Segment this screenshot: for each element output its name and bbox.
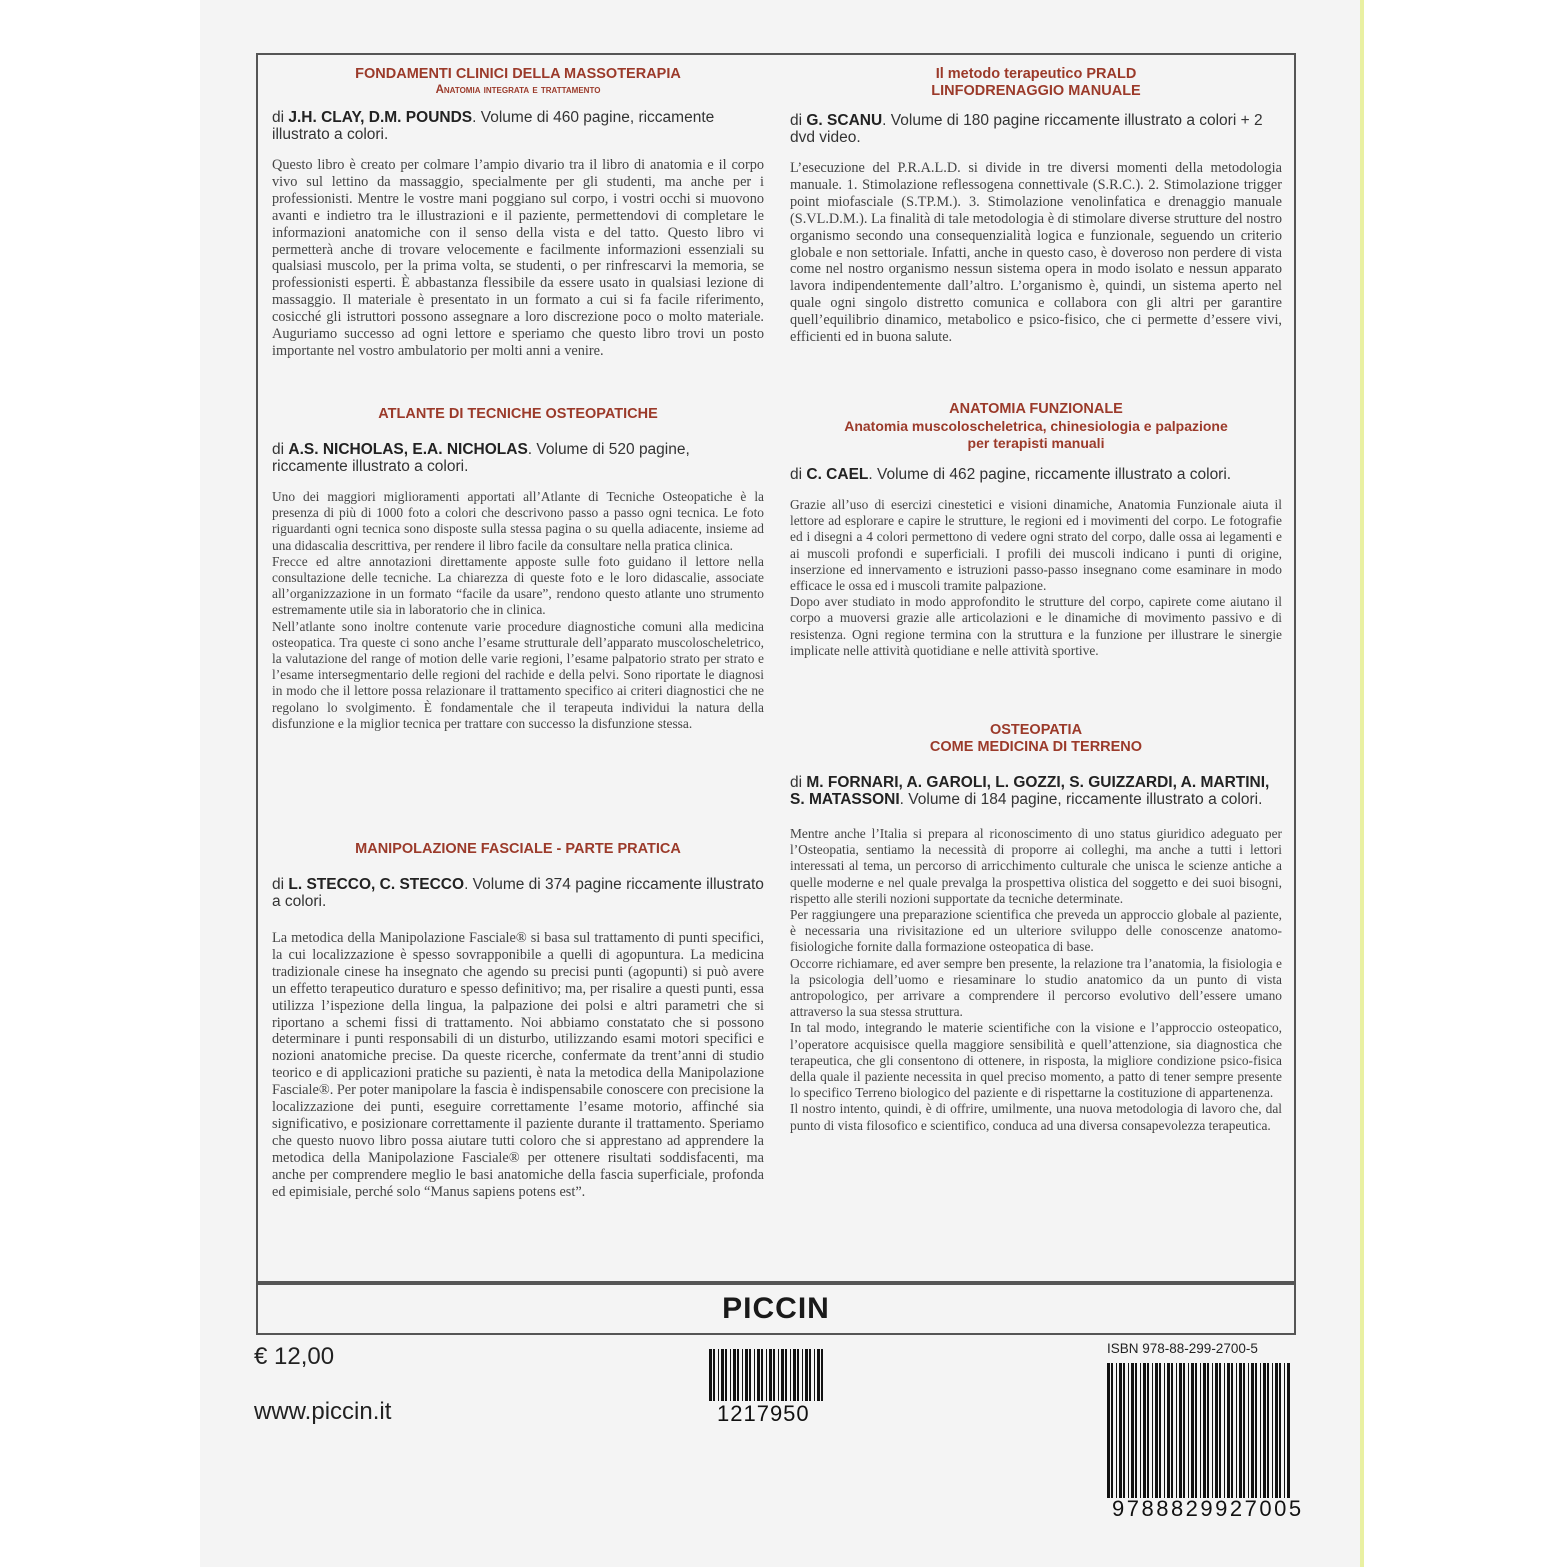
barcode-bar <box>797 1349 799 1401</box>
barcode-bar <box>1255 1363 1257 1498</box>
book-details: . Volume di 520 pagine, riccamente illustrato a colori. <box>272 441 690 475</box>
barcode-bar <box>757 1349 760 1401</box>
book-details: . Volume di 460 pagine, riccamente illustrato a colori. <box>272 109 715 143</box>
barcode-bar <box>1116 1363 1117 1498</box>
barcode-bar <box>769 1349 772 1401</box>
barcode-bar <box>754 1349 755 1401</box>
book-title: OSTEOPATIA <box>989 722 1083 738</box>
book-description: L’esecuzione del P.R.A.L.D. si divide in tre diversi momenti della metodologia manuale. 1. Stimolazione reflessogena connettivale (S.R.C.). 2. Stimolazione trigger point miofasciale (S.TP.M.). 3. Stimolazione venolinfatica e drenaggio manuale (S.VL.D.M.). La finalità di tale metodologia è di stimolare diverse strutture del nostro organismo secondo una consequenzialità logica e funzionale, seguendo un criterio globale e non settoriale. Infatti, anche in questo caso, è doveroso non perdere di vista come nel nostro organismo nessun sistema opera in modo isolato e nessun apparato lavora indipendentemente dall’altro. L’organismo è, quindi, un sistema aperto nel quale ogni singolo distretto comunica e collabora con gli altri per garantire quell’equilibrio dinamico, metabolico e psico-fisico, che ci permette d’essere vivi, efficienti ed in buona salute. <box>790 160 1282 346</box>
barcode-bar <box>745 1349 748 1401</box>
barcode-bar <box>1195 1363 1197 1498</box>
barcode-bar <box>1219 1363 1221 1498</box>
barcode-bar <box>737 1349 739 1401</box>
barcode-bar <box>814 1349 815 1401</box>
barcode-ean <box>1107 1363 1293 1498</box>
book-subtitle-line2: per terapisti manuali <box>967 435 1105 451</box>
barcode-bar <box>1279 1363 1281 1498</box>
barcode-bar <box>1231 1363 1233 1498</box>
isbn-label: ISBN 978-88-299-2700-5 <box>1107 1341 1258 1356</box>
book-entry-osteopatia <box>790 722 1282 1134</box>
barcode-bar <box>1119 1363 1122 1498</box>
book-details: . Volume di 184 pagine, riccamente illustrato a colori. <box>899 791 1263 808</box>
book-authors-line: di G. SCANU. Volume di 180 pagine riccamente illustrato a colori + 2 dvd video. <box>790 112 1263 146</box>
book-entry-manipolazione <box>272 841 764 1201</box>
barcode-bar <box>725 1349 727 1401</box>
barcode-bar <box>1155 1363 1158 1498</box>
barcode-bar <box>1272 1363 1273 1498</box>
book-title: ANATOMIA FUNZIONALE <box>949 401 1123 417</box>
barcode-bar <box>709 1349 712 1401</box>
barcode-bar <box>1203 1363 1206 1498</box>
barcode-bar <box>761 1349 763 1401</box>
barcode-bar <box>1267 1363 1269 1498</box>
book-authors: A.S. NICHOLAS, E.A. NICHOLAS <box>288 441 528 458</box>
book-entry-anatomia <box>790 401 1282 659</box>
barcode-bar <box>778 1349 779 1401</box>
book-description: Mentre anche l’Italia si prepara al riconoscimento di uno status giuridico adeguato per l’Osteopatia, sentiamo la necessità di proporre ai colleghi, ma anche a tutti i lettori interessati al tema, un percorso di arricchimento culturale che unisca le scienze antiche a quelle moderne e nel quale prevalga la prospettiva olistica del soggetto e dei suoi bisogni, rispetto alle sterili nozioni supportate da tecniche determinate. Per raggiungere una preparazione scientifica che preveda un approccio globale al paziente, è necessaria una rivisitazione ed un ulteriore sviluppo delle conoscenze anatomo-fisiologiche fornite dalla formazione osteopatica di base. Occorre richiamare, ed aver sempre ben presente, la relazione tra l’anatomia, la fisiologia e la psicologia dell’uomo e riesaminare lo studio anatomico da un punto di vista antropologico, per arrivare a comprendere il percorso evolutivo dell’essere umano attraverso la sua stessa struttura. In tal modo, integrando le materie scientifiche con la visione e l’approccio osteopatico, l’operatore acquisisce quella maggiore sensibilità e quell’attenzione, sia diagnostica che terapeutica, che gli consentono di ottenere, in risposta, la migliore condizione psico-fisica della quale il paziente necessita in quel preciso momento, a patto di tener sempre presente lo specifico Terreno biologico del paziente e di rispettarne la costituzione di appartenenza. Il nostro intento, quindi, è di offrire, umilmente, una nuova metodologia di lavoro che, dal punto di vista filosofico e scientifico, conduca ad una diversa consapevolezza terapeutica. <box>790 826 1282 1133</box>
book-authors-line: di M. FORNARI, A. GAROLI, L. GOZZI, S. GUIZZARDI, A. MARTINI, S. MATASSONI. Volume di 184 pagine, riccamente illustrato a colori. <box>790 774 1270 808</box>
book-authors-line: di A.S. NICHOLAS, E.A. NICHOLAS. Volume di 520 pagine, riccamente illustrato a colori. <box>272 441 690 475</box>
book-authors: G. SCANU <box>806 112 883 129</box>
publisher-logo: PICCIN <box>722 1292 830 1325</box>
barcode-bar <box>809 1349 811 1401</box>
barcode-bar <box>1260 1363 1261 1498</box>
book-authors: M. FORNARI, A. GAROLI, L. GOZZI, S. GUIZZARDI, A. MARTINI, S. MATASSONI <box>790 774 1270 808</box>
book-authors: L. STECCO, C. STECCO <box>288 876 465 893</box>
barcode-bar <box>730 1349 731 1401</box>
barcode-small <box>709 1349 827 1401</box>
barcode-bar <box>1164 1363 1165 1498</box>
barcode-bar <box>1243 1363 1245 1498</box>
book-authors-line: di J.H. CLAY, D.M. POUNDS. Volume di 460 pagine, riccamente illustrato a colori. <box>272 109 715 143</box>
barcode-bar <box>773 1349 775 1401</box>
book-authors: C. CAEL <box>806 466 869 483</box>
barcode-bar <box>1191 1363 1194 1498</box>
book-details: . Volume di 462 pagine, riccamente illustrato a colori. <box>868 466 1232 483</box>
barcode-bar <box>1171 1363 1173 1498</box>
barcode-bar <box>1152 1363 1153 1498</box>
book-description: Grazie all’uso di esercizi cinestetici e visioni dinamiche, Anatomia Funzionale aiuta il lettore ad esplorare e capire le strutture, le regioni ed i movimenti del corpo. Le fotografie ed i disegni a 4 colori permettono di vedere ogni strato del corpo, dalle ossa ai legamenti e ai muscoli profondi e superficiali. I profili dei muscoli indicano i punti di origine, inserzione ed innervamento e istruzioni passo-passo insegnano come esaminare in modo efficace le ossa ed i muscoli tramite palpazione. Dopo aver studiato in modo approfondito le strutture del corpo, capirete come aiutano il corpo a muoversi grazie alle articolazioni e le dinamiche di movimento passivo e di resistenza. Ogni regione termina con la struttura e la funzione per illustrare le sinergie implicate nelle attività quotidiane e nelle attività sportive. <box>790 497 1282 658</box>
book-entry-prald <box>790 66 1282 346</box>
barcode-bar <box>1183 1363 1185 1498</box>
book-title: Il metodo terapeutico PRALD <box>935 66 1137 82</box>
barcode-bar <box>766 1349 767 1401</box>
book-details: . Volume di 374 pagine riccamente illustrato a colori. <box>272 876 764 910</box>
book-title-line2: COME MEDICINA DI TERRENO <box>929 739 1143 755</box>
book-subtitle: Anatomia integrata e trattamento <box>435 84 601 96</box>
book-entry-atlante <box>272 406 764 732</box>
barcode-bar <box>1275 1363 1278 1498</box>
barcode-bar <box>805 1349 808 1401</box>
barcode-bar <box>1128 1363 1129 1498</box>
publisher-url: www.piccin.it <box>254 1398 392 1425</box>
book-title: FONDAMENTI CLINICI DELLA MASSOTERAPIA <box>355 66 681 82</box>
book-authors-line: di C. CAEL. Volume di 462 pagine, riccamente illustrato a colori. <box>790 466 1232 483</box>
barcode-bar <box>1143 1363 1146 1498</box>
barcode-bar <box>1284 1363 1285 1498</box>
barcode-bar <box>1212 1363 1213 1498</box>
barcode-bar <box>785 1349 787 1401</box>
book-subtitle: Anatomia muscoloscheletrica, chinesiologia e palpazione <box>844 418 1228 434</box>
barcode-bar <box>802 1349 803 1401</box>
book-authors: J.H. CLAY, D.M. POUNDS <box>288 109 473 126</box>
barcode-bar <box>1107 1363 1110 1498</box>
barcode-bar <box>1167 1363 1170 1498</box>
barcode-bar <box>713 1349 715 1401</box>
barcode-bar <box>1207 1363 1209 1498</box>
barcode-bar <box>1251 1363 1254 1498</box>
barcode-bar <box>1111 1363 1113 1498</box>
barcode-bar <box>817 1349 820 1401</box>
barcode-ean-number: 9788829927005 <box>1112 1496 1304 1521</box>
spine-edge <box>1360 0 1364 1567</box>
barcode-bar <box>821 1349 823 1401</box>
barcode-bar <box>1287 1363 1290 1498</box>
barcode-bar <box>1227 1363 1230 1498</box>
book-title: MANIPOLAZIONE FASCIALE - PARTE PRATICA <box>355 841 681 857</box>
barcode-bar <box>1236 1363 1237 1498</box>
barcode-bar <box>790 1349 791 1401</box>
barcode-bar <box>1224 1363 1225 1498</box>
barcode-bar <box>1248 1363 1249 1498</box>
barcode-bar <box>781 1349 784 1401</box>
barcode-bar <box>793 1349 796 1401</box>
barcode-bar <box>1131 1363 1134 1498</box>
publisher-banner <box>256 1283 1296 1335</box>
barcode-bar <box>1135 1363 1137 1498</box>
book-title-line2: LINFODRENAGGIO MANUALE <box>931 83 1141 99</box>
book-description: Questo libro è creato per colmare l’ampio divario tra il libro di anatomia e il corpo vivo sul lettino da massaggio, specialmente per gli studenti, ma anche per i professionisti. Mentre le vostre mani poggiano sul corpo, i vostri occhi si muovono avanti e indietro tra le illustrazioni e il paziente, permettendovi di completare le informazioni anatomiche con il senso della vista e del tatto. Questo libro vi permetterà anche di trovare velocemente e facilmente informazioni essenziali su qualsiasi muscolo, per la prima volta, se studenti, o per rinfrescarvi la memoria, se professionisti esperti. È abbastanza flessibile da essere usato in qualsiasi lezione di massaggio. Il materiale è presentato in un formato a cui si fa facile riferimento, cosicché gli istruttori possono assegnare a loro discrezione poco o molto materiale. Auguriamo successo ad ogni lettore e speriamo che questo libro trovi un posto importante nel vostro ambulatorio per molti anni a venire. <box>272 157 764 359</box>
barcode-bar <box>742 1349 743 1401</box>
book-entry-massoterapia <box>272 66 764 360</box>
price-label: € 12,00 <box>254 1343 335 1370</box>
barcode-bar <box>749 1349 751 1401</box>
barcode-bar <box>721 1349 724 1401</box>
barcode-bar <box>1140 1363 1141 1498</box>
barcode-bar <box>1215 1363 1218 1498</box>
barcode-bar <box>1159 1363 1161 1498</box>
book-details: . Volume di 180 pagine riccamente illustrato a colori + 2 dvd video. <box>790 112 1263 146</box>
barcode-bar <box>733 1349 736 1401</box>
barcode-bar <box>1179 1363 1182 1498</box>
barcode-bar <box>1188 1363 1189 1498</box>
barcode-bar <box>1200 1363 1201 1498</box>
barcode-bar <box>1123 1363 1125 1498</box>
book-description: Uno dei maggiori miglioramenti apportati all’Atlante di Tecniche Osteopatiche è la presenza di più di 1000 foto a colori che descrivono passo a passo ogni tecnica. Le foto riguardanti ogni tecnica sono disposte sulla stessa pagina o su quella adiacente, insieme ad una didascalia descrittiva, per rendere il libro facile da consultare nella pratica clinica. Frecce ed altre annotazioni direttamente apposte sulle foto guidano il lettore nella consultazione delle tecniche. La chiarezza di queste foto e le loro didascalie, associate all’organizzazione in un formato “facile da usare”, rendono questo atlante uno strumento estremamente utile sia in laboratorio che in clinica. Nell’atlante sono inoltre contenute varie procedure diagnostiche comuni alla medicina osteopatica. Tra queste ci sono anche l’esame strutturale dell’apparato muscoloscheletrico, la valutazione del range of motion delle varie regioni, l’esame palpatorio strato per strato e l’esame intersegmentario delle regioni del rachide e della pelvi. Sono riportate le diagnosi in modo che il lettore possa relazionare il trattamento specifico ai criteri diagnostici che ne regolano lo svolgimento. È fondamentale che il terapeuta individui la natura della disfunzione e la miglior tecnica per trattare con successo la disfunzione stessa. <box>272 489 764 731</box>
barcode-bar <box>1176 1363 1177 1498</box>
barcode-bar <box>1263 1363 1266 1498</box>
barcode-bar <box>1239 1363 1242 1498</box>
book-authors-line: di L. STECCO, C. STECCO. Volume di 374 pagine riccamente illustrato a colori. <box>272 876 764 910</box>
barcode-bar <box>1147 1363 1149 1498</box>
barcode-small-number: 1217950 <box>717 1401 810 1426</box>
barcode-bar <box>718 1349 719 1401</box>
book-title: ATLANTE DI TECNICHE OSTEOPATICHE <box>378 406 658 422</box>
book-description: La metodica della Manipolazione Fasciale® si basa sul trattamento di punti specifici, la cui localizzazione è spesso sovrapponibile a quelli di agopuntura. La medicina tradizionale cinese ha insegnato che agendo su precisi punti (agopunti) si può avere un effetto terapeutico duraturo e spesso definitivo; ma, per risalire a questi punti, essa utilizza l’ispezione della lingua, la palpazione dei polsi e altri parametri che si riportano a schemi fissi di trattamento. Noi abbiamo constatato che si possono determinare i punti responsabili di un disturbo, utilizzando esami motori specifici e nozioni anatomiche precise. Da queste ricerche, confermate da trent’anni di studio teorico e di applicazioni pratiche su pazienti, è nata la metodica della Manipolazione Fasciale®. Per poter manipolare la fascia è indispensabile conoscere con precisione la localizzazione dei punti, eseguire correttamente l’esame motorio, affinché sia significativo, e posizionare correttamente il paziente durante il trattamento. Speriamo che questo nuovo libro possa aiutare tutti coloro che si apprestano ad apprendere la metodica della Manipolazione Fasciale® per ottenere risultati soddisfacenti, ma anche per comprendere meglio le basi anatomiche della fascia superficiale, profonda ed epimisiale, perché solo “Manus sapiens potens est”. <box>272 930 764 1200</box>
